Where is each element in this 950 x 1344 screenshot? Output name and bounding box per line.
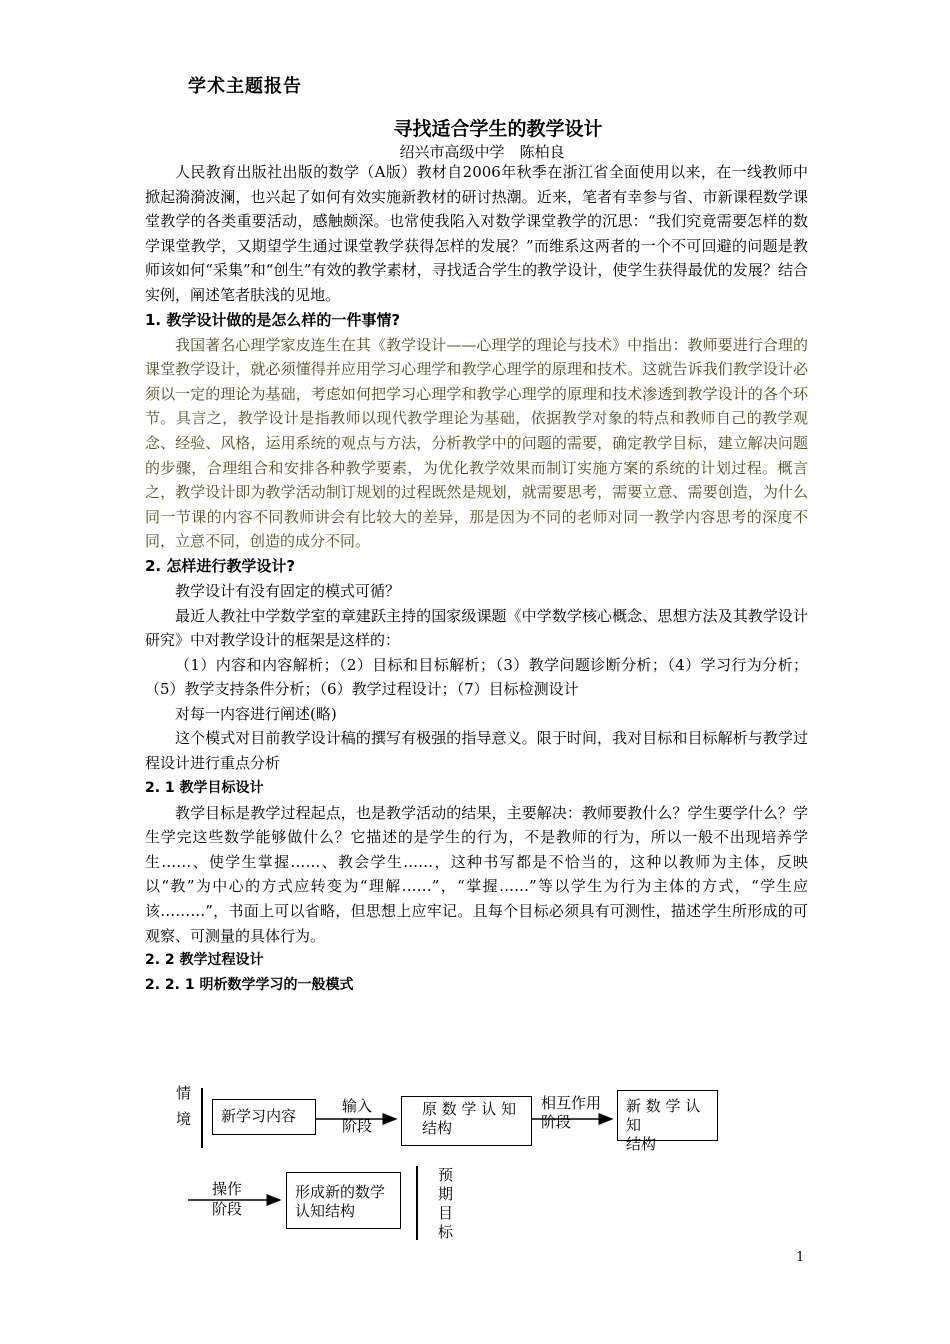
new-content-label: 新学习内容 bbox=[221, 1107, 297, 1125]
expected-goal-char: 标 bbox=[438, 1223, 454, 1241]
report-type-label: 学术主题报告 bbox=[188, 76, 302, 97]
operation-stage-label-bottom: 阶段 bbox=[212, 1200, 243, 1218]
expected-goal-char: 目 bbox=[438, 1204, 454, 1222]
section-2-framework-intro: 最近人教社中学数学室的章建跃主持的国家级课题《中学数学核心概念、思想方法及其教学设计研究》中对教学设计的框架是这样的： bbox=[145, 606, 808, 650]
operation-stage-label-top: 操作 bbox=[212, 1180, 243, 1198]
original-structure-box bbox=[401, 1096, 532, 1146]
document-body bbox=[145, 160, 808, 998]
interaction-stage-label-bottom: 阶段 bbox=[541, 1113, 572, 1131]
form-structure-label-top: 形成新的数学 bbox=[295, 1183, 386, 1201]
form-structure-box bbox=[286, 1172, 401, 1229]
interaction-stage-label-top: 相互作用 bbox=[541, 1094, 602, 1112]
new-structure-label-bottom: 结构 bbox=[626, 1135, 657, 1153]
section-1-heading: 1. 教学设计做的是怎么样的一件事情? bbox=[145, 310, 401, 329]
section-2-1-heading: 2. 1 教学目标设计 bbox=[145, 779, 264, 796]
intro-paragraph: 人民教育出版社出版的数学（A版）教材自2006年秋季在浙江省全面使用以来，在一线教师中掀起漪漪波澜，也兴起了如何有效实施新教材的研讨热潮。近来，笔者有幸参与省、市新课程数学课堂教学的各类重要活动，感触颇深。也常使我陷入对数学课堂教学的沉思：“我们究竟需要怎样的数学课堂教学，又期望学生通过课堂教学获得怎样的发展？”而维系这两者的一个不可回避的问题是教师该如何“采集”和“创生”有效的教学素材，寻找适合学生的教学设计，使学生获得最优的发展？结合实例，阐述笔者肤浅的见地。 bbox=[145, 163, 808, 304]
original-structure-label-bottom: 结构 bbox=[422, 1119, 453, 1137]
expected-goal-char: 预 bbox=[438, 1166, 454, 1184]
section-2-framework-list: （1）内容和内容解析；（2）目标和目标解析；（3）教学问题诊断分析；（4）学习行为分析；（5）教学支持条件分析；（6）教学过程设计；（7）目标检测设计 bbox=[145, 655, 808, 699]
expected-goal-label bbox=[438, 1166, 456, 1242]
input-stage-label-bottom: 阶段 bbox=[342, 1117, 373, 1135]
form-structure-label-bottom: 认知结构 bbox=[295, 1202, 356, 1220]
page-number: 1 bbox=[796, 1250, 805, 1265]
situation-label-bottom: 境 bbox=[176, 1110, 192, 1128]
section-1-body: 我国著名心理学家皮连生在其《教学设计——心理学的理论与技术》中指出：教师要进行合理的课堂教学设计，就必须懂得并应用学习心理学和教学心理学的原理和技术。这就告诉我们教学设计必须以一定的理论为基础，考虑如何把学习心理学和教学心理学的原理和技术渗透到教学设计的各个环节。具言之，教学设计是指教师以现代教学理论为基础，依据教学对象的特点和教师自己的教学观念、经验、风格，运用系统的观点与方法，分析教学中的问题的需要，确定教学目标，建立解决问题的步骤，合理组合和安排各种教学要素，为优化教学效果而制订实施方案的系统的计划过程。概言之，教学设计即为教学活动制订规划的过程既然是规划，就需要思考，需要立意、需要创造，为什么同一节课的内容不同教师讲会有比较大的差异，那是因为不同的老师对同一教学内容思考的深度不同，立意不同，创造的成分不同。 bbox=[145, 335, 808, 551]
new-structure-box bbox=[617, 1090, 718, 1153]
section-2-question: 教学设计有没有固定的模式可循？ bbox=[175, 581, 401, 600]
author-line: 绍兴市高级中学 陈柏良 bbox=[399, 143, 565, 161]
new-content-box bbox=[212, 1099, 316, 1135]
section-2-2-heading: 2. 2 教学过程设计 bbox=[145, 952, 264, 969]
new-structure-label-top: 新 数 学 认 知 bbox=[626, 1097, 701, 1134]
input-stage-label-top: 输入 bbox=[342, 1097, 373, 1115]
section-2-2-1-heading: 2. 2. 1 明析数学学习的一般模式 bbox=[145, 977, 354, 994]
section-2-heading: 2. 怎样进行教学设计? bbox=[145, 556, 296, 575]
expected-goal-char: 期 bbox=[438, 1185, 454, 1203]
situation-label-top: 情 bbox=[176, 1084, 192, 1102]
section-2-omitted-note: 对每一内容进行阐述(略) bbox=[175, 704, 337, 723]
page-title: 寻找适合学生的教学设计 bbox=[393, 118, 603, 140]
original-structure-label-top: 原 数 学 认 知 bbox=[422, 1100, 517, 1118]
section-2-focus-note: 这个模式对目前教学设计稿的撰写有极强的指导意义。限于时间，我对目标和目标解析与教学过程设计进行重点分析 bbox=[145, 729, 808, 773]
section-2-1-body: 教学目标是教学过程起点，也是教学活动的结果，主要解决：教师要教什么？学生要学什么？学生学完这些数学能够做什么？它描述的是学生的行为，不是教师的行为，所以一般不出现培养学生……、使学生掌握……、教会学生……，这种书写都是不恰当的，这种以教师为主体，反映以“教”为中心的方式应转变为“理解……”，“掌握……”等以学生为行为主体的方式，“学生应该………”，书面上可以省略，但思想上应牢记。且每个目标必须具有可测性，描述学生所形成的可观察、可测量的具体行为。 bbox=[145, 803, 808, 945]
